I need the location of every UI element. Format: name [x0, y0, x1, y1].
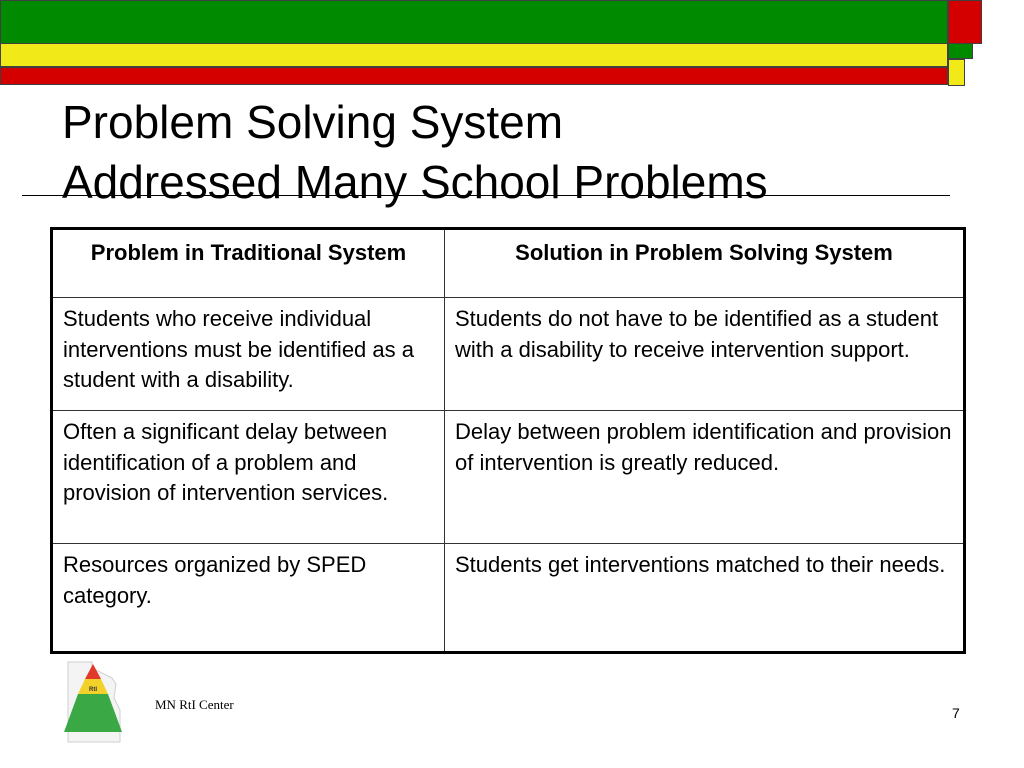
table-row: [52, 411, 965, 544]
table-cell: Students do not have to be identified as a student with a disability to receive intervention support.: [445, 298, 965, 411]
table-header-cell: Problem in Traditional System: [52, 229, 445, 298]
page-number: 7: [952, 705, 960, 721]
table-cell: Often a significant delay between identification of a problem and provision of intervention services.: [52, 411, 445, 544]
rti-triangle-minnesota-logo-icon: [62, 658, 124, 744]
corner-square-red: [948, 0, 982, 44]
table-header-cell: Solution in Problem Solving System: [445, 229, 965, 298]
title-underline: [22, 195, 950, 196]
table-row: [52, 544, 965, 653]
table-cell: Students get interventions matched to their needs.: [445, 544, 965, 653]
logo-text: RtI: [89, 687, 97, 693]
header-band-green: [0, 0, 948, 44]
table-cell: Students who receive individual interventions must be identified as a student with a disability.: [52, 298, 445, 411]
header-band-yellow: [0, 43, 948, 67]
slide-title-line-2: Addressed Many School Problems: [62, 156, 768, 208]
corner-square-green: [948, 43, 973, 59]
table-header-row: [52, 229, 965, 298]
slide-title-line-1: Problem Solving System: [62, 96, 564, 148]
corner-square-yellow: [948, 59, 965, 86]
footer-org-name: MN RtI Center: [155, 697, 234, 712]
comparison-table: [50, 227, 966, 654]
table-cell: Resources organized by SPED category.: [52, 544, 445, 653]
table-cell: Delay between problem identification and provision of intervention is greatly reduced.: [445, 411, 965, 544]
slide-title: [62, 92, 768, 212]
table-row: [52, 298, 965, 411]
header-band-red: [0, 67, 948, 85]
